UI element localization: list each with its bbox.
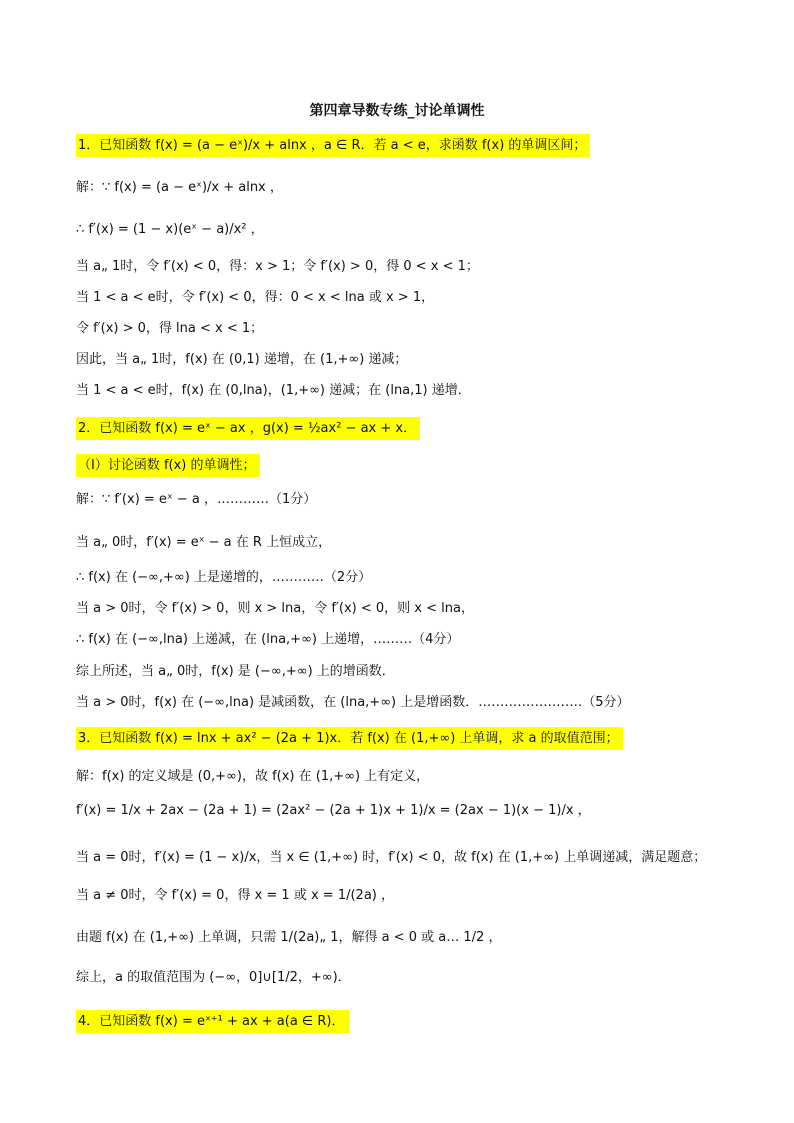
solution-line: 由题 f(x) 在 (1,+∞) 上单调，只需 1/(2a)„ 1，解得 a < 0 或 a… 1/2 ， bbox=[76, 930, 502, 945]
solution-line: ∴ f(x) 在 (−∞,lna) 上递减，在 (lna,+∞) 上递增，………（4分） bbox=[76, 632, 460, 647]
solution-line: 当 1 < a < e时，f(x) 在 (0,lna)，(1,+∞) 递减；在 (lna,1) 递增． bbox=[76, 383, 471, 398]
solution-line: 综上所述，当 a„ 0时，f(x) 是 (−∞,+∞) 上的增函数． bbox=[76, 664, 395, 679]
solution-line: 当 a > 0时，f(x) 在 (−∞,lna) 是减函数，在 (lna,+∞) 上是增函数．……………………（5分） bbox=[76, 695, 630, 710]
solution-line: 因此，当 a„ 1时，f(x) 在 (0,1) 递增，在 (1,+∞) 递减； bbox=[76, 352, 408, 367]
document-title: 第四章导数专练_讨论单调性 bbox=[309, 103, 485, 119]
question-2: 2．已知函数 f(x) = eˣ − ax ，g(x) = ½ax² − ax + x． bbox=[76, 417, 420, 440]
solution-line: 解：f(x) 的定义域是 (0,+∞)，故 f(x) 在 (1,+∞) 上有定义， bbox=[76, 769, 430, 784]
solution-line: 令 f′(x) > 0，得 lna < x < 1； bbox=[76, 321, 264, 336]
solution-line: 解：∵ f′(x) = eˣ − a ，…………（1分） bbox=[76, 492, 317, 507]
solution-line: 综上，a 的取值范围为 (−∞，0]∪[1/2，+∞)． bbox=[76, 970, 351, 985]
question-2-part-1: （Ⅰ）讨论函数 f(x) 的单调性； bbox=[76, 454, 260, 477]
question-1: 1．已知函数 f(x) = (a − eˣ)/x + alnx ，a ∈ R．若 a < e，求函数 f(x) 的单调区间； bbox=[76, 134, 590, 157]
solution-line: 解：∵ f(x) = (a − eˣ)/x + alnx ， bbox=[76, 180, 283, 195]
solution-line: ∴ f′(x) = (1 − x)(eˣ − a)/x² ， bbox=[76, 222, 264, 237]
question-4: 4．已知函数 f(x) = eˣ⁺¹ + ax + a(a ∈ R)． bbox=[76, 1010, 349, 1033]
solution-line: 当 a = 0时，f′(x) = (1 − x)/x，当 x ∈ (1,+∞) 时，f′(x) < 0，故 f(x) 在 (1,+∞) 上单调递减，满足题意； bbox=[76, 850, 707, 865]
solution-line: 当 a ≠ 0时，令 f′(x) = 0，得 x = 1 或 x = 1/(2a) ， bbox=[76, 888, 394, 903]
question-3: 3．已知函数 f(x) = lnx + ax² − (2a + 1)x．若 f(x) 在 (1,+∞) 上单调，求 a 的取值范围； bbox=[76, 727, 623, 750]
solution-line: f′(x) = 1/x + 2ax − (2a + 1) = (2ax² − (2a + 1)x + 1)/x = (2ax − 1)(x − 1)/x ， bbox=[76, 803, 591, 818]
solution-line: 当 a > 0时，令 f′(x) > 0，则 x > lna，令 f′(x) < 0，则 x < lna， bbox=[76, 601, 474, 616]
solution-line: 当 1 < a < e时，令 f′(x) < 0，得：0 < x < lna 或 x > 1， bbox=[76, 290, 435, 305]
solution-line: ∴ f(x) 在 (−∞,+∞) 上是递增的，…………（2分） bbox=[76, 570, 372, 585]
solution-line: 当 a„ 0时，f′(x) = eˣ − a 在 R 上恒成立， bbox=[76, 535, 332, 550]
solution-line: 当 a„ 1时，令 f′(x) < 0，得：x > 1；令 f′(x) > 0，得 0 < x < 1； bbox=[76, 259, 479, 274]
